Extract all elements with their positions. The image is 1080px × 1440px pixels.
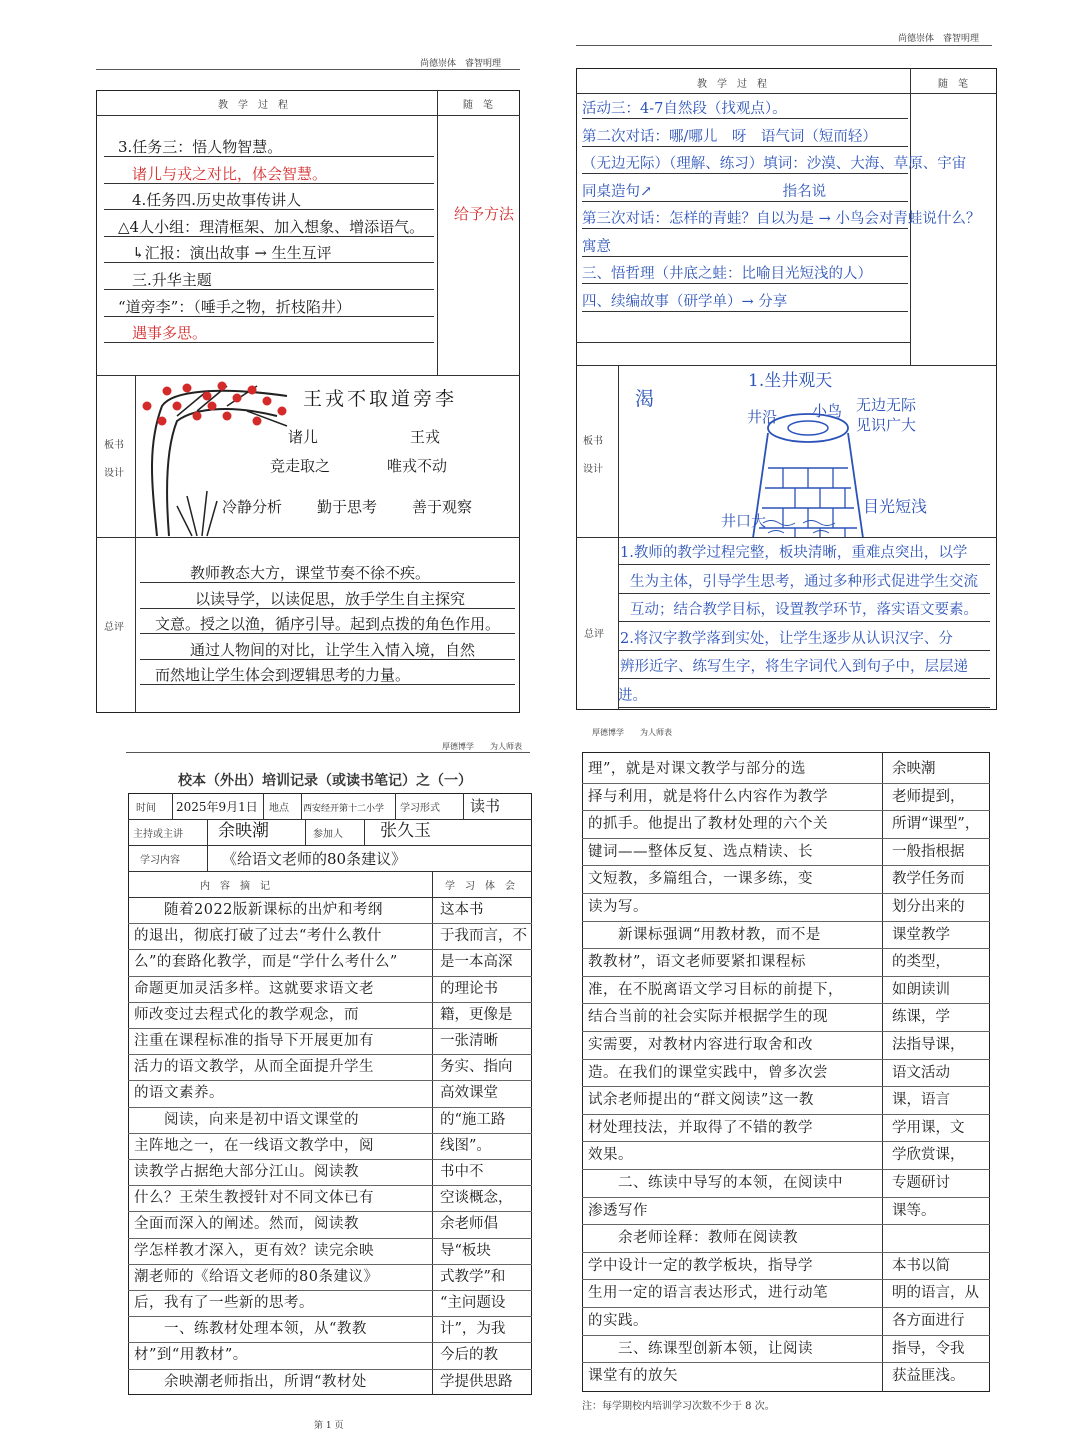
page1-header: 尚德崇体 睿智明理 xyxy=(420,59,502,69)
notes-line: 读教学占据绝大部分江山。阅读教 xyxy=(134,1164,359,1180)
ruled-line xyxy=(582,893,990,894)
reflection-line: 今后的教 xyxy=(440,1347,498,1364)
board-well-rim: 井沿 xyxy=(747,408,778,426)
review-line: 文意。授之以渔，循序引导。起到点拨的角色作用。 xyxy=(155,615,501,633)
review-line: 生为主体，引导学生思考，通过多种形式促进学生交流 xyxy=(630,573,978,590)
page4-header: 厚德博学 为人师表 xyxy=(592,728,672,737)
board-frog: 目光短浅 xyxy=(863,497,928,516)
notes-line: 生用一定的语言表达形式，进行动笔 xyxy=(588,1285,828,1302)
reflection-line: 法指导课， xyxy=(892,1037,965,1053)
board-sky: 无边无际 见识广大 xyxy=(856,396,917,434)
review-line: 教师教态大方，课堂节奏不徐不疾。 xyxy=(190,564,431,582)
review-line: 以读导学，以读促思，放手学生自主探究 xyxy=(195,589,466,608)
notes-line: 材处理技法，并取得了不错的教学 xyxy=(588,1119,813,1136)
participant-label: 参加人 xyxy=(313,829,343,840)
notes-line: 择与利用，就是将什么内容作为教学 xyxy=(588,788,828,805)
notes-line: 的语文素养。 xyxy=(134,1085,224,1102)
ruled-line xyxy=(582,1362,990,1363)
board-left-action: 竞走取之 xyxy=(270,457,331,475)
board-right: 王戎 xyxy=(410,428,441,446)
review-line: 而然地让学生体会到逻辑思考的力量。 xyxy=(155,666,411,684)
notes-line: 么”的套路化教学，而是“学什么考什么” xyxy=(134,954,398,971)
header-rule xyxy=(576,45,992,46)
reflection-line: 本书以简 xyxy=(892,1257,950,1274)
reflection-line: 明的语言，从 xyxy=(892,1285,979,1302)
notes-line: 命题更加灵活多样。这就要求语文老 xyxy=(134,980,374,997)
notes-line: 的退出，彻底打破了过去“考什么教什 xyxy=(134,928,382,945)
reflection-line: 这本书 xyxy=(440,902,484,918)
form-label: 学习形式 xyxy=(400,803,440,814)
page-number: 第 1 页 xyxy=(314,1421,344,1431)
reflection-line: 专题研讨 xyxy=(892,1175,950,1191)
notes-line: 造。在我们的课堂实践中，曾多次尝 xyxy=(588,1064,828,1081)
ruled-line xyxy=(140,684,515,685)
section-line xyxy=(576,365,997,366)
column-divider xyxy=(364,819,365,845)
footnote: 注：每学期校内培训学习次数不少于 8 次。 xyxy=(582,1401,775,1412)
reflection-line: “主问题设 xyxy=(440,1295,506,1311)
notes-line: 学中设计一定的教学板块，指导学 xyxy=(588,1257,813,1274)
participant-value: 张久玉 xyxy=(380,821,431,841)
notes-line: 活力的语文教学，从而全面提升学生 xyxy=(134,1059,374,1076)
notes-line: 材”到“用教材”。 xyxy=(134,1347,248,1364)
notes-column-divider xyxy=(437,90,438,375)
reflection-line: 的类型， xyxy=(892,954,950,971)
ruled-line xyxy=(128,1054,532,1055)
reflection-line: 式教学”和 xyxy=(440,1268,506,1285)
notes-line: 效果。 xyxy=(588,1147,633,1164)
review-label: 总评 xyxy=(104,622,124,633)
notes-line: 键词——整体反复、选点精读、长 xyxy=(588,843,813,860)
time-label: 时间 xyxy=(136,803,156,814)
ruled-line xyxy=(582,1114,990,1115)
info-row-line xyxy=(128,819,532,820)
process-line: 诸儿与戎之对比，体会智慧。 xyxy=(132,164,328,183)
reflection-line: 书中不 xyxy=(440,1164,484,1180)
section-line xyxy=(576,537,997,538)
column-divider xyxy=(263,793,264,819)
process-line: 三.升华主题 xyxy=(132,271,212,289)
column-header-notes: 随 笔 xyxy=(463,100,493,111)
ruled-line xyxy=(582,1307,990,1308)
page2-header: 尚德崇体 睿智明理 xyxy=(898,34,980,44)
reflection-line: 如朗读训 xyxy=(892,981,950,998)
reflection-line: 划分出来的 xyxy=(892,899,965,915)
review-line: 辨形近字、练写生字，将生字词代入到句子中，层层递 xyxy=(620,659,968,675)
board-trait: 善于观察 xyxy=(412,498,473,516)
ruled-line xyxy=(582,948,990,949)
header-rule xyxy=(126,752,530,753)
column-header-reflection: 学 习 体 会 xyxy=(445,881,515,892)
ruled-line xyxy=(618,621,990,622)
notes-line: 师改变过去程式化的教学观念，而 xyxy=(134,1006,359,1023)
reflection-line: 学欣赏课， xyxy=(892,1147,965,1164)
ruled-line xyxy=(104,262,434,263)
board-label: 板书 设计 xyxy=(583,436,603,475)
ruled-line xyxy=(128,1342,532,1343)
ruled-line xyxy=(582,838,990,839)
review-line: 通过人物间的对比，让学生入情入境，自然 xyxy=(190,640,476,659)
reflection-line: 一般指根据 xyxy=(892,843,965,860)
ruled-line xyxy=(128,1369,532,1370)
board-trait: 冷静分析 xyxy=(222,498,283,516)
notes-line: 实需要，对教材内容进行取舍和改 xyxy=(588,1037,813,1053)
reflection-line: 老师提到， xyxy=(892,788,965,805)
label-column-divider xyxy=(135,375,136,713)
board-title: 王戎不取道旁李 xyxy=(303,388,458,410)
notes-line: 读为写。 xyxy=(588,899,648,915)
notes-line: 阅读，向来是初中语文课堂的 xyxy=(134,1111,359,1128)
ruled-line xyxy=(582,921,990,922)
process-line: 活动三：4-7自然段（找观点）。 xyxy=(582,101,787,117)
board-note: 渴 xyxy=(635,388,655,410)
column-divider xyxy=(172,793,173,819)
process-line: 第三次对话：怎样的青蛙？自以为是 → 小鸟会对青蛙说什么？ xyxy=(582,211,981,227)
notes-line: 学怎样教才深入，更有效？读完余映 xyxy=(134,1242,374,1259)
ruled-line xyxy=(128,1290,532,1291)
ruled-line xyxy=(104,316,434,317)
reflection-line: 学用课，文 xyxy=(892,1119,965,1136)
ruled-line xyxy=(128,1159,532,1160)
form-value: 读书 xyxy=(470,797,501,815)
notes-line: 文短教，多篇组合，一课多练，变 xyxy=(588,871,813,888)
ruled-line xyxy=(618,564,990,565)
ruled-line xyxy=(582,201,908,202)
process-line: 3.任务三：悟人物智慧。 xyxy=(118,138,283,156)
reflection-line: 练课，学 xyxy=(892,1009,950,1026)
review-line: 互动；结合教学目标，设置教学环节，落实语文要素。 xyxy=(630,602,978,618)
ruled-line xyxy=(128,976,532,977)
board-right-action: 唯戎不动 xyxy=(387,457,448,475)
reflection-line: 籍，更像是 xyxy=(440,1006,513,1023)
reflection-line: 各方面进行 xyxy=(892,1313,965,1329)
process-line: 4.任务四.历史故事传讲人 xyxy=(132,191,302,210)
ruled-line xyxy=(582,1059,990,1060)
notes-line: 注重在课程标准的指导下开展更加有 xyxy=(134,1033,374,1049)
notes-line: 的实践。 xyxy=(588,1313,648,1329)
ruled-line xyxy=(128,1316,532,1317)
notes-line: 随着2022版新课标的出炉和考纲 xyxy=(134,902,383,918)
reflection-line: 于我而言，不 xyxy=(440,928,527,945)
notes-line: 一、练教材处理本领，从“教教 xyxy=(134,1321,367,1338)
notes-line: 全面而深入的阐述。然而，阅读教 xyxy=(134,1216,359,1233)
ruled-line xyxy=(618,650,990,651)
notes-column-divider xyxy=(882,752,883,1392)
content-label: 学习内容 xyxy=(140,855,180,866)
process-line: 四、续编故事（研学单）→ 分享 xyxy=(582,293,788,310)
header-row-line xyxy=(576,93,997,94)
board-well-mouth: 井口大 xyxy=(721,512,767,530)
process-line: 遇事多思。 xyxy=(132,324,208,343)
column-header-notes: 随 笔 xyxy=(938,79,968,90)
header-row-line xyxy=(96,115,520,116)
reflection-line: 课堂教学 xyxy=(892,926,950,943)
ruled-line xyxy=(104,289,434,290)
reflection-line: 余老师倡 xyxy=(440,1216,498,1233)
ruled-line xyxy=(140,633,515,634)
ruled-line xyxy=(128,1238,532,1239)
ruled-line xyxy=(104,156,434,157)
ruled-line xyxy=(582,146,908,147)
reflection-line: 所谓“课型”， xyxy=(892,816,980,833)
ruled-line xyxy=(140,608,515,609)
ruled-line xyxy=(582,1169,990,1170)
reflection-line: 线图”。 xyxy=(440,1137,491,1154)
ruled-line xyxy=(128,1264,532,1265)
board-trait: 勤于思考 xyxy=(317,498,378,516)
column-header-process: 教 学 过 程 xyxy=(218,100,288,111)
column-divider xyxy=(395,793,396,819)
ruled-line xyxy=(140,659,515,660)
notes-line: 准，在不脱离语文学习目标的前提下， xyxy=(588,981,843,998)
ruled-line xyxy=(582,228,908,229)
ruled-line xyxy=(582,810,990,811)
ruled-line xyxy=(128,1133,532,1134)
reflection-line: 导“板块 xyxy=(440,1242,491,1259)
ruled-line xyxy=(140,582,515,583)
form-title: 校本（外出）培训记录（或读书笔记）之（一） xyxy=(178,773,472,789)
reflection-line: 务实、指向 xyxy=(440,1059,513,1076)
process-line: ↳汇报：演出故事 → 生生互评 xyxy=(132,244,332,263)
header-rule xyxy=(96,69,520,70)
ruled-line xyxy=(104,236,434,237)
ruled-line xyxy=(104,183,434,184)
board-title: 1.坐井观天 xyxy=(748,371,833,391)
reflection-line: 教学任务而 xyxy=(892,871,965,888)
place-value: 西安经开第十二小学 xyxy=(303,804,385,814)
process-line: △4人小组：理清框架、加入想象、增添语气。 xyxy=(118,217,425,236)
process-line: “道旁李”：（唾手之物，折枝陷井） xyxy=(118,297,351,316)
reflection-line: 空谈概念， xyxy=(440,1190,513,1207)
reflection-line: 是一本高深 xyxy=(440,954,513,971)
reflection-line: 余映潮 xyxy=(892,761,936,777)
notes-line: 结合当前的社会实际并根据学生的现 xyxy=(588,1009,828,1026)
notes-line: 三、练课型创新本领，让阅读 xyxy=(588,1340,813,1357)
notes-line: 教教材”，语文老师要紧扣课程标 xyxy=(588,954,806,971)
side-note: 给予方法 xyxy=(454,205,515,223)
process-line: 寓意 xyxy=(582,238,611,255)
ruled-line xyxy=(582,1335,990,1336)
reflection-line: 一张清晰 xyxy=(440,1033,498,1049)
ruled-line xyxy=(582,783,990,784)
ruled-line xyxy=(582,1197,990,1198)
process-line: 同桌造句↗ 指名说 xyxy=(582,183,827,200)
place-label: 地点 xyxy=(269,803,289,814)
info-row-line xyxy=(128,871,532,872)
ruled-line xyxy=(582,1224,990,1225)
reflection-line: 语文活动 xyxy=(892,1064,950,1081)
reflection-line: 课，语言 xyxy=(892,1092,950,1109)
column-divider xyxy=(301,793,302,819)
ruled-line xyxy=(128,1028,532,1029)
reflection-line: 的理论书 xyxy=(440,980,498,997)
ruled-line xyxy=(128,1002,532,1003)
board-label: 板书 设计 xyxy=(104,440,124,479)
ruled-line xyxy=(128,1107,532,1108)
ruled-line xyxy=(128,949,532,950)
ruled-line xyxy=(582,256,908,257)
ruled-line xyxy=(582,1031,990,1032)
notes-line: 渗透写作 xyxy=(588,1202,648,1219)
ruled-line xyxy=(104,342,434,343)
review-label: 总评 xyxy=(584,629,604,640)
notes-line: 后，我有了一些新的思考。 xyxy=(134,1295,314,1311)
reflection-line: 课等。 xyxy=(892,1202,936,1219)
board-left: 诸儿 xyxy=(288,428,319,446)
review-line: 2.将汉字教学落到实处，让学生逐步从认识汉字、分 xyxy=(620,630,953,647)
ruled-line xyxy=(582,1003,990,1004)
reflection-line: 指导，令我 xyxy=(892,1340,965,1357)
review-line: 进。 xyxy=(618,687,647,704)
host-label: 主持或主讲 xyxy=(133,829,183,840)
process-line: 第二次对话：哪/哪儿 呀 语气词（短而轻） xyxy=(582,128,877,145)
reflection-line: 计”，为我 xyxy=(440,1321,506,1338)
column-divider xyxy=(207,819,208,871)
host-value: 余映潮 xyxy=(218,821,269,841)
notes-line: 什么？王荣生教授针对不同文体已有 xyxy=(134,1190,374,1207)
board-bird: 小鸟 xyxy=(812,402,843,420)
info-row-line xyxy=(128,845,532,846)
ruled-line xyxy=(582,1086,990,1087)
notes-line: 潮老师的《给语文老师的80条建议》 xyxy=(134,1268,379,1285)
process-line: （无边无际）（理解、练习）填词：沙漠、大海、草原、宇宙 xyxy=(582,156,967,172)
ruled-line xyxy=(618,707,990,708)
ruled-line xyxy=(582,1252,990,1253)
time-value: 2025年9月1日 xyxy=(176,800,258,814)
ruled-line xyxy=(576,342,910,343)
content-value: 《给语文老师的80条建议》 xyxy=(222,850,407,868)
column-divider xyxy=(463,793,464,819)
review-line: 1.教师的教学过程完整，板块清晰，重难点突出，以学 xyxy=(620,545,968,561)
notes-line: 的抓手。他提出了教材处理的六个关 xyxy=(588,816,828,833)
reflection-line: 高效课堂 xyxy=(440,1085,498,1102)
notes-line: 余老师诠释：教师在阅读教 xyxy=(588,1230,798,1247)
notes-line: 理”，就是对课文教学与部分的选 xyxy=(588,761,806,777)
ruled-line xyxy=(582,283,908,284)
reflection-line: 的“施工路 xyxy=(440,1111,506,1128)
ruled-line xyxy=(582,118,908,119)
section-line xyxy=(96,537,520,538)
ruled-line xyxy=(582,976,990,977)
page3-header: 厚德博学 为人师表 xyxy=(442,742,522,751)
ruled-line xyxy=(618,678,990,679)
ruled-line xyxy=(582,865,990,866)
ruled-line xyxy=(582,1279,990,1280)
column-header-notes: 内 容 摘 记 xyxy=(200,881,270,892)
notes-line: 试余老师提出的“群文阅读”这一教 xyxy=(588,1092,814,1109)
info-row-line xyxy=(128,897,532,898)
ruled-line xyxy=(582,1141,990,1142)
ruled-line xyxy=(582,311,908,312)
notes-line: 二、练读中导写的本领，在阅读中 xyxy=(588,1175,843,1191)
notes-line: 课堂有的放矢 xyxy=(588,1368,678,1385)
notes-line: 余映潮老师指出，所谓“教材处 xyxy=(134,1373,367,1390)
column-divider xyxy=(305,819,306,845)
reflection-line: 学提供思路 xyxy=(440,1373,513,1390)
ruled-line xyxy=(582,173,908,174)
ruled-line xyxy=(128,1080,532,1081)
process-line: 三、悟哲理（井底之蛙：比喻目光短浅的人） xyxy=(582,266,872,282)
notes-line: 主阵地之一，在一线语文教学中，阅 xyxy=(134,1137,374,1154)
notes-line: 新课标强调“用教材教，而不是 xyxy=(588,926,821,943)
ruled-line xyxy=(128,1185,532,1186)
ruled-line xyxy=(128,1211,532,1212)
reflection-line: 获益匪浅。 xyxy=(892,1368,965,1385)
ruled-line xyxy=(618,593,990,594)
column-header-process: 教 学 过 程 xyxy=(697,79,767,90)
ruled-line xyxy=(104,209,434,210)
ruled-line xyxy=(128,923,532,924)
